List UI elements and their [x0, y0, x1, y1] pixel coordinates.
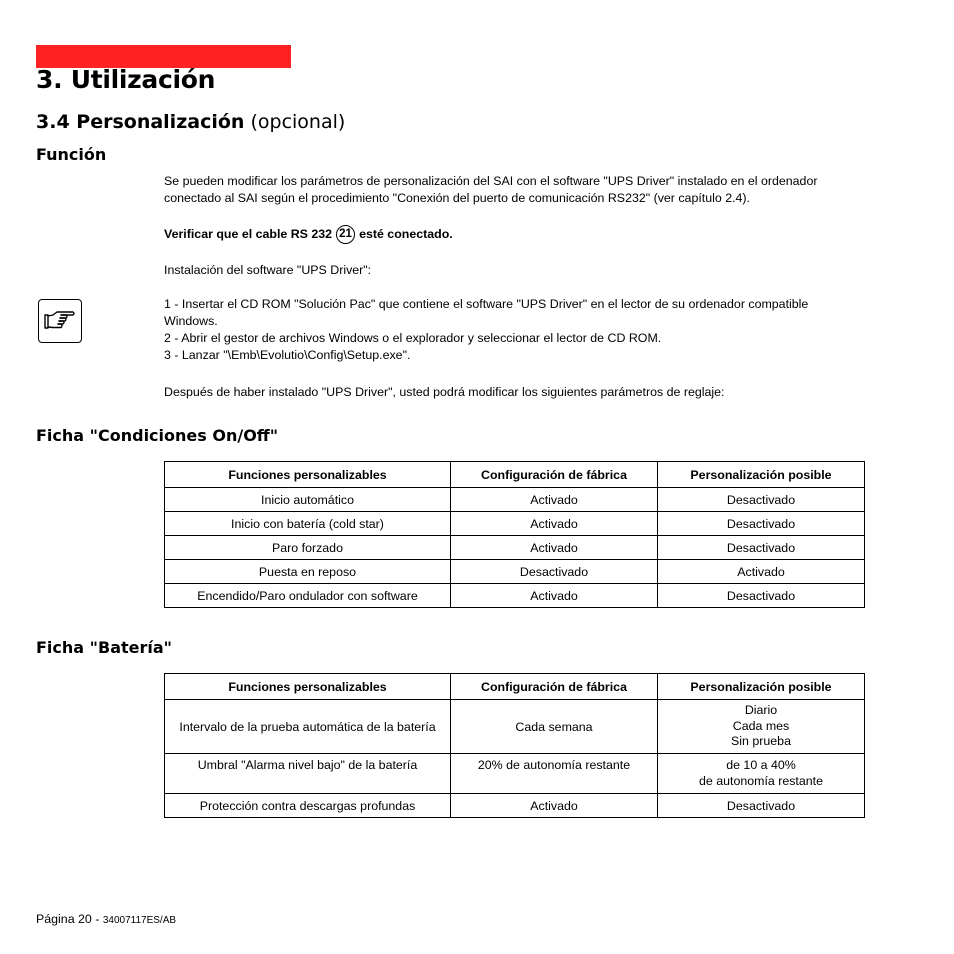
option-line: de autonomía restante — [699, 773, 823, 788]
verify-text: Verificar que el cable RS 232 — [164, 227, 333, 241]
table-cell: Intervalo de la prueba automática de la batería — [165, 700, 451, 754]
column-header: Configuración de fábrica — [451, 674, 658, 700]
table-cell: Activado — [658, 560, 865, 584]
table-cell: Activado — [451, 488, 658, 512]
section-subtitle: (opcional) — [250, 111, 346, 133]
table-cell: Desactivado — [658, 584, 865, 608]
onoff-heading: Ficha "Condiciones On/Off" — [36, 426, 279, 445]
table-row — [165, 488, 865, 512]
option-line: Cada mes — [732, 718, 790, 733]
chapter-title: 3. Utilización — [36, 65, 216, 94]
bateria-table — [164, 673, 865, 818]
section-title-main: 3.4 Personalización — [36, 111, 245, 133]
after-install-text: Después de haber instalado "UPS Driver", usted podrá modificar los siguientes parámetros de reglaje: — [164, 385, 725, 399]
column-header: Funciones personalizables — [165, 674, 451, 700]
table-cell — [658, 700, 865, 754]
step-2: 2 - Abrir el gestor de archivos Windows o el explorador y seleccionar el lector de CD ROM. — [164, 331, 662, 345]
table-cell: Paro forzado — [165, 536, 451, 560]
intro-line: Se pueden modificar los parámetros de personalización del SAI con el software "UPS Driver" instalado en el ordenador — [164, 174, 818, 188]
step-1: 1 - Insertar el CD ROM "Solución Pac" que contiene el software "UPS Driver" en el lector de su ordenador compatible — [164, 297, 809, 311]
table-cell — [658, 754, 865, 794]
verify-cable-note — [164, 225, 453, 244]
table-cell: Desactivado — [451, 560, 658, 584]
table-row — [165, 754, 865, 794]
table-cell: Encendido/Paro ondulador con software — [165, 584, 451, 608]
table-cell: Desactivado — [658, 488, 865, 512]
option-line: Diario — [744, 703, 778, 718]
page-number: Página 20 - — [36, 912, 100, 926]
table-row — [165, 794, 865, 818]
section-title — [36, 108, 345, 136]
option-line: Sin prueba — [731, 734, 791, 749]
column-header: Configuración de fábrica — [451, 462, 658, 488]
table-row — [165, 536, 865, 560]
table-cell: Protección contra descargas profundas — [165, 794, 451, 818]
table-cell: Activado — [451, 794, 658, 818]
table-row — [165, 584, 865, 608]
table-cell: Activado — [451, 536, 658, 560]
table-row — [165, 700, 865, 754]
table-row — [165, 512, 865, 536]
table-cell: Desactivado — [658, 536, 865, 560]
intro-line: conectado al SAI según el procedimiento "Conexión del puerto de comunicación RS232" (ver capítulo 2.4). — [164, 191, 750, 205]
table-cell: Desactivado — [658, 512, 865, 536]
page-footer — [36, 911, 176, 929]
option-line: de 10 a 40% — [726, 758, 796, 772]
table-cell: Cada semana — [451, 700, 658, 754]
table-cell: Umbral "Alarma nivel bajo" de la batería — [165, 754, 451, 794]
table-cell: Inicio automático — [165, 488, 451, 512]
table-cell: Puesta en reposo — [165, 560, 451, 584]
table-cell: 20% de autonomía restante — [451, 754, 658, 794]
pointing-hand-icon — [38, 299, 82, 343]
step-1-cont: Windows. — [164, 314, 218, 328]
table-cell: Inicio con batería (cold star) — [165, 512, 451, 536]
column-header: Personalización posible — [658, 674, 865, 700]
table-cell: Activado — [451, 584, 658, 608]
reference-number-badge: 21 — [336, 225, 355, 244]
install-heading: Instalación del software "UPS Driver": — [164, 263, 372, 277]
table-header-row — [165, 674, 865, 700]
table-cell: Activado — [451, 512, 658, 536]
step-3: 3 - Lanzar "\Emb\Evolutio\Config\Setup.exe". — [164, 348, 411, 362]
table-row — [165, 560, 865, 584]
table-header-row — [165, 462, 865, 488]
install-steps — [164, 296, 808, 364]
verify-text: esté conectado. — [359, 227, 453, 241]
column-header: Funciones personalizables — [165, 462, 451, 488]
bateria-heading: Ficha "Batería" — [36, 638, 172, 657]
intro-paragraph — [164, 173, 817, 207]
document-reference: 34007117ES/AB — [102, 915, 177, 926]
onoff-table — [164, 461, 865, 608]
funcion-heading: Función — [36, 145, 107, 164]
table-cell: Desactivado — [658, 794, 865, 818]
column-header: Personalización posible — [658, 462, 865, 488]
